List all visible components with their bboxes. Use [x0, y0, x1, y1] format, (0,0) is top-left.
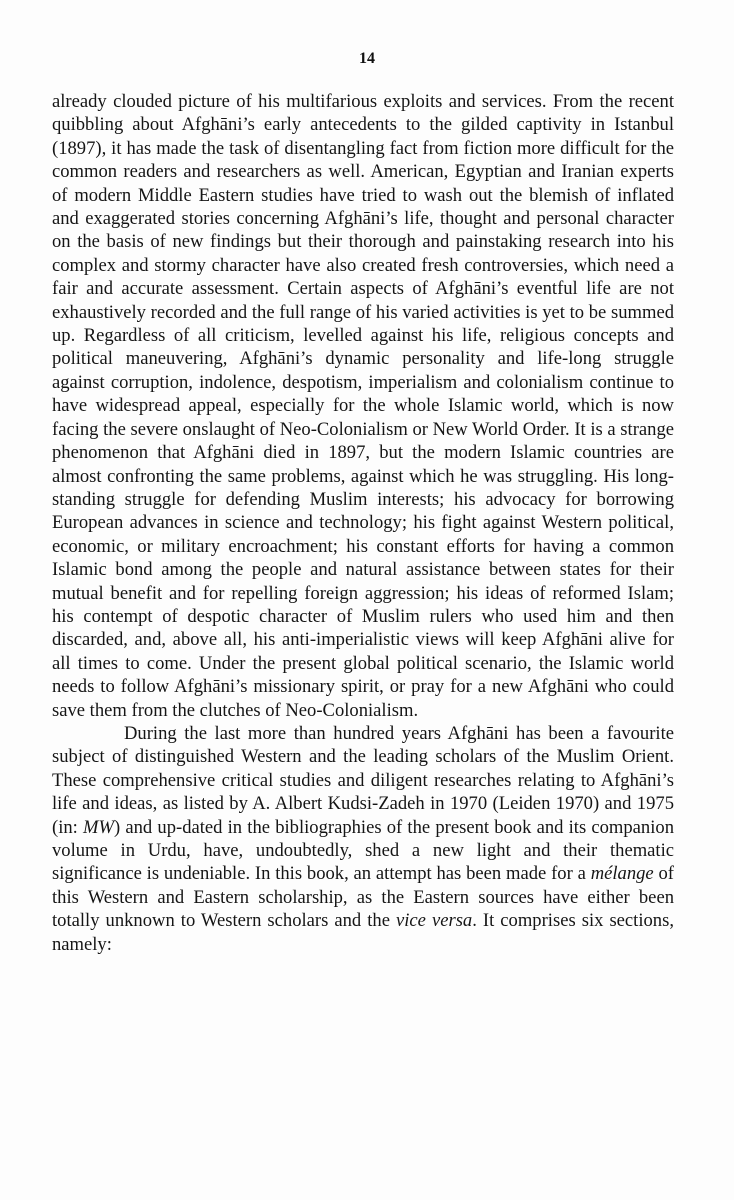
paragraph-2 — [52, 722, 674, 956]
paragraph-1-text: already clouded picture of his multifarious exploits and services. From the recent quibbling about Afghāni’s early antecedents to the gilded captivity in Istanbul (1897), it has made the task of disentangling fact from fiction more difficult for the common readers and researchers as well. American, Egyptian and Iranian experts of modern Middle Eastern studies have tried to wash out the blemish of inflated and exaggerated stories concerning Afghāni’s life, thought and personal character on the basis of new findings but their thorough and painstaking research into his complex and stormy character have also created fresh controversies, which need a fair and accurate assessment. Certain aspects of Afghāni’s eventful life are not exhaustively recorded and the full range of his varied activities is yet to be summed up. Regardless of all criticism, levelled against his life, religious concepts and political maneuvering, Afghāni’s dynamic personality and life-long struggle against corruption, indolence, despotism, imperialism and colonialism continue to have widespread appeal, especially for the whole Islamic world, which is now facing the severe onslaught of Neo-Colonialism or New World Order. It is a strange phenomenon that Afghāni died in 1897, but the modern Islamic countries are almost confronting the same problems, against which he was struggling. His long-standing struggle for defending Muslim interests; his advocacy for borrowing European advances in science and technology; his fight against Western political, economic, or military encroachment; his constant efforts for having a common Islamic bond among the people and natural assistance between states for their mutual benefit and for repelling foreign aggression; his ideas of reformed Islam; his contempt of despotic character of Muslim rulers who used him and then discarded, and, above all, his anti-imperialistic views will keep Afghāni alive for all times to come. Under the present global political scenario, the Islamic world needs to follow Afghāni’s missionary spirit, or pray for a new Afghāni who could save them from the clutches of Neo-Colonialism. — [52, 91, 674, 721]
paragraph-2-text-c: of this Western and Eastern scholarship, as the Eastern sources have either been totally unknown to Western scholars and the — [52, 863, 674, 932]
paragraph-2-text-d: . It comprises six sections, namely: — [52, 910, 674, 955]
paragraph-2-text-a: During the last more than hundred years Afghāni has been a favourite subject of distinguished Western and the leading scholars of the Muslim Orient. These comprehensive critical studies and diligent researches relating to Afghāni’s life and ideas, as listed by A. Albert Kudsi-Zadeh in 1970 (Leiden 1970) and 1975 (in: — [52, 722, 674, 838]
paragraph-2-text-b: ) and up-dated in the bibliographies of the present book and its companion volume in Urdu, have, undoubtedly, shed a new light and their thematic significance is undeniable. In this book, an attempt has been made for a — [52, 816, 674, 885]
italic-term-vice-versa: vice versa — [396, 910, 473, 932]
journal-abbreviation: MW — [83, 816, 114, 838]
body-text — [52, 90, 674, 956]
paragraph-1 — [52, 90, 674, 722]
italic-term-melange: mélange — [590, 863, 654, 885]
page-number: 14 — [359, 50, 375, 67]
